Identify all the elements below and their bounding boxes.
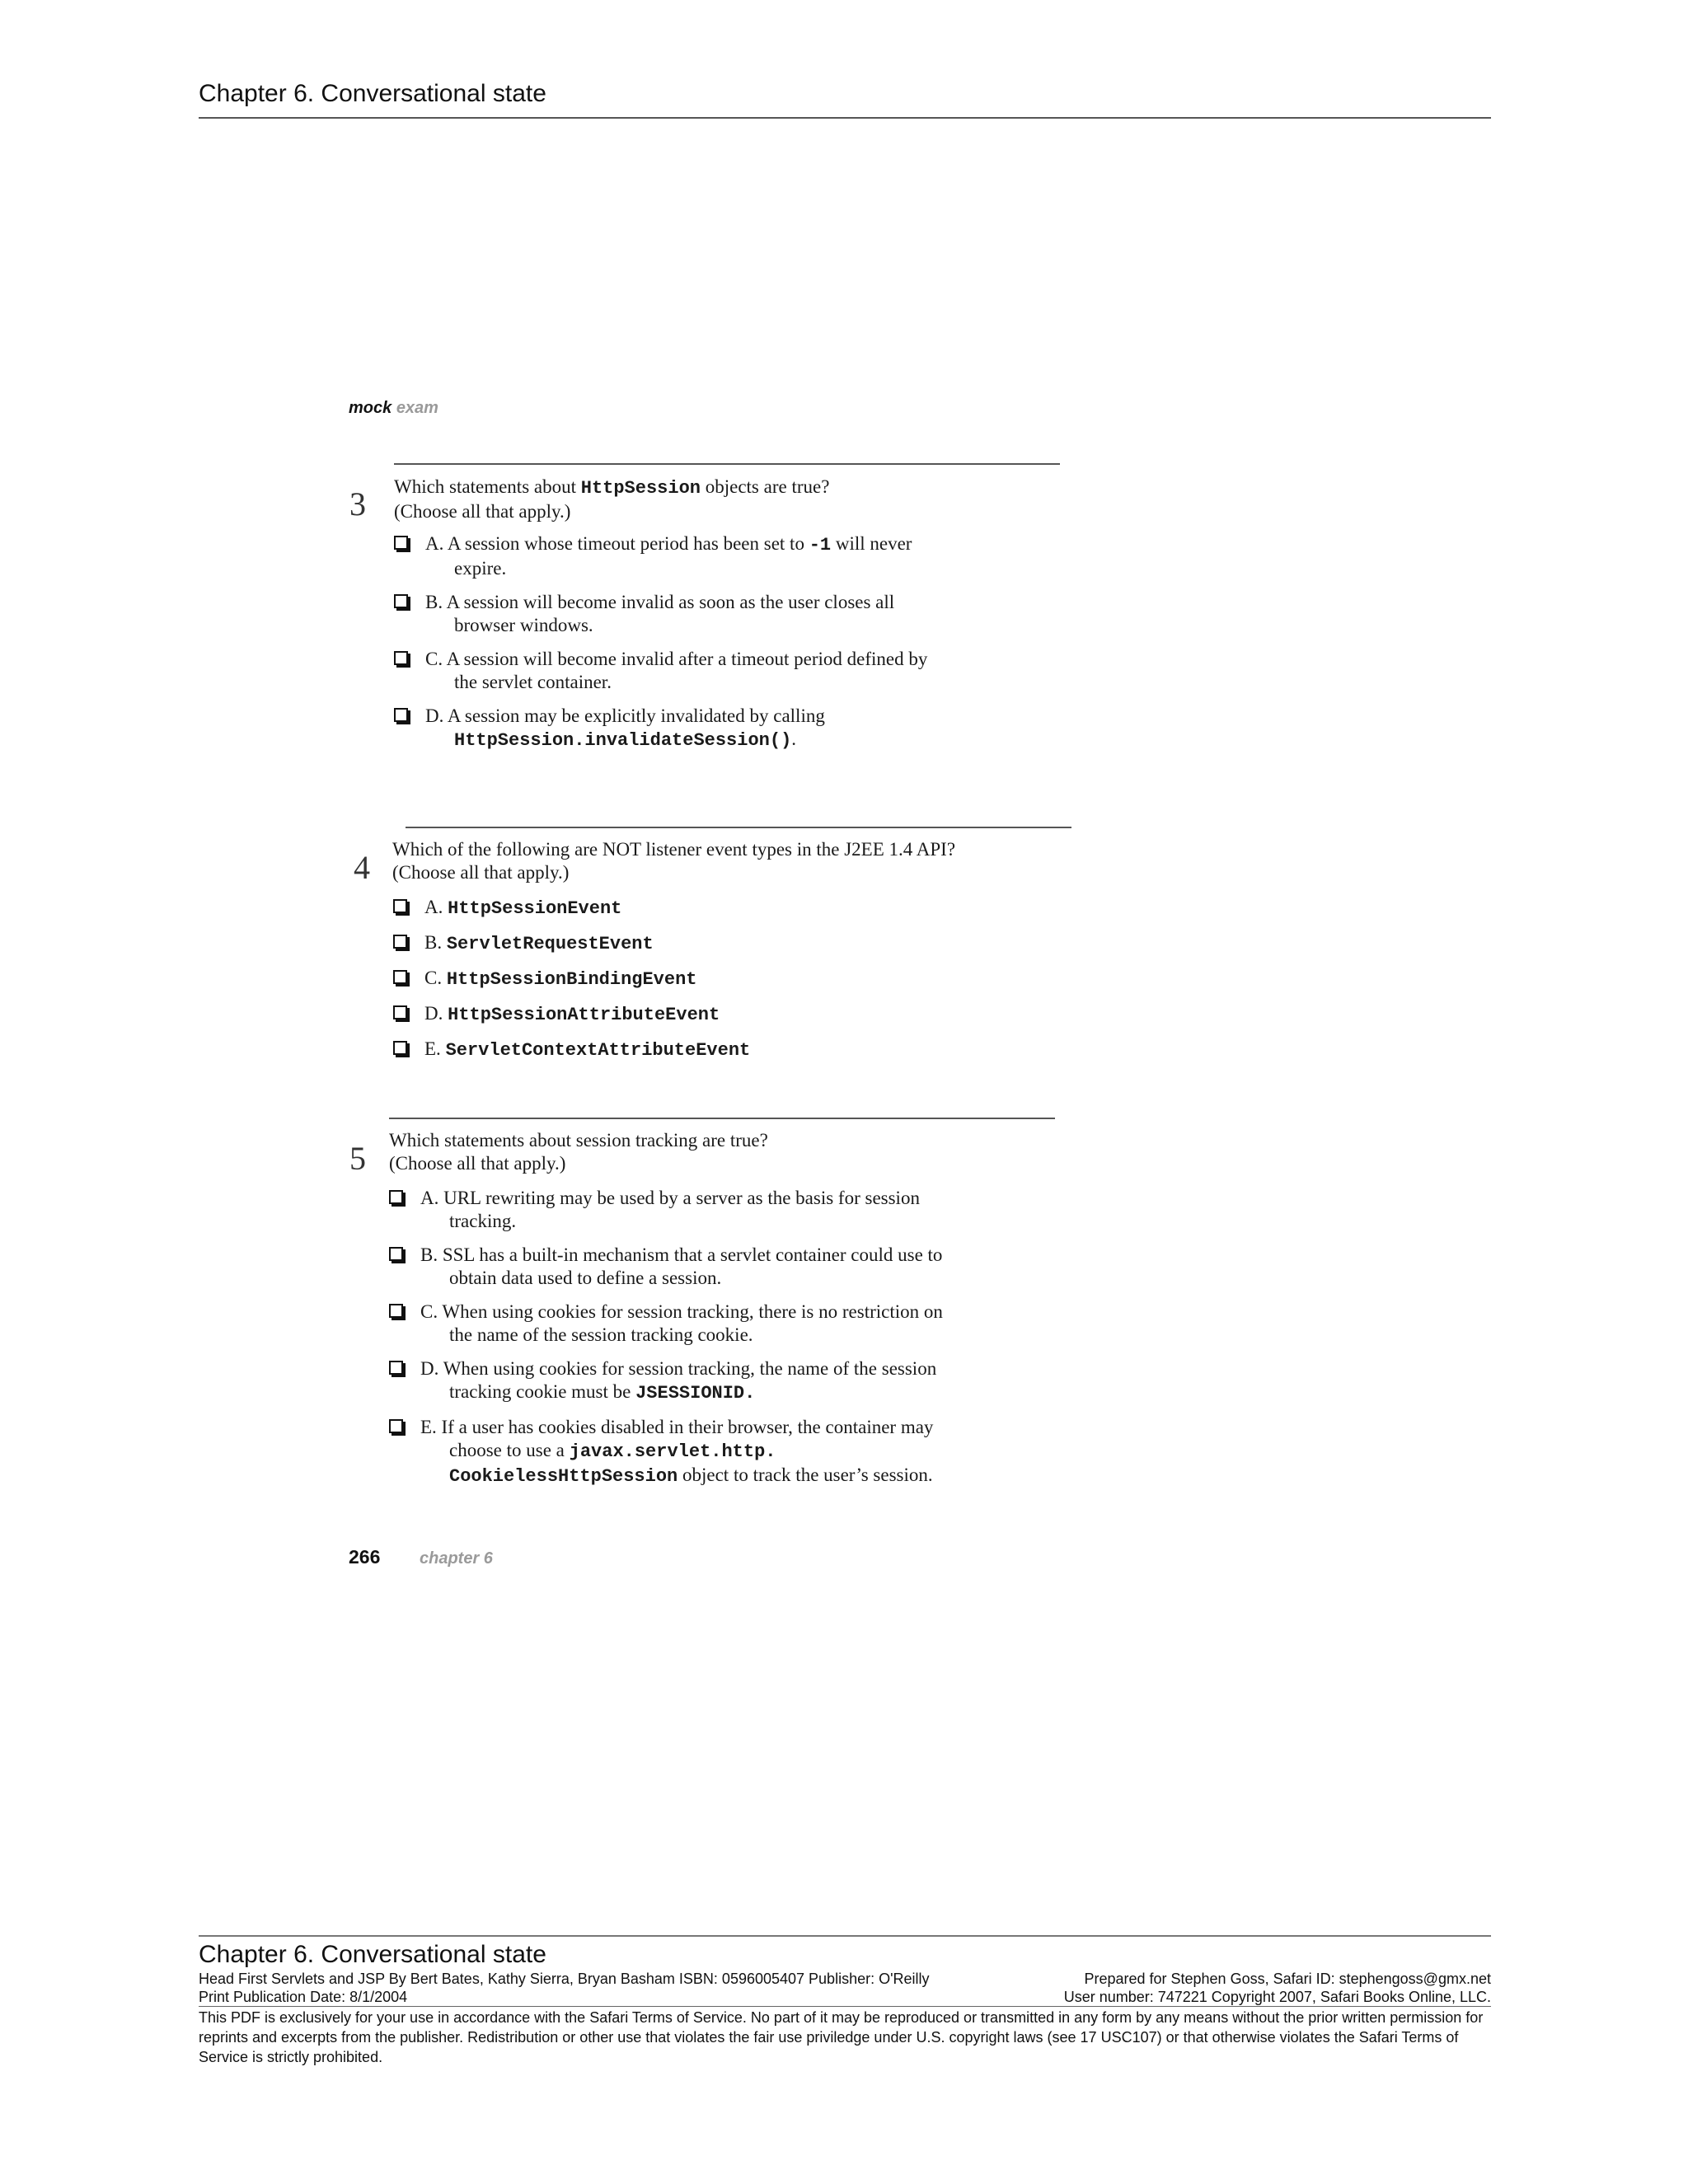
section-tag (349, 399, 438, 418)
checkbox[interactable] (389, 1419, 403, 1433)
option-code: ServletContextAttributeEvent (445, 1040, 751, 1061)
option-text: A. URL rewriting may be used by a server as the basis for session tracking. (420, 1188, 920, 1231)
prompt-instruction: (Choose all that apply.) (394, 501, 571, 522)
question-number: 4 (354, 849, 370, 886)
answer-option-d[interactable] (393, 1002, 987, 1027)
checkbox[interactable] (394, 708, 408, 722)
option-code: HttpSessionBindingEvent (446, 969, 697, 990)
running-header (199, 79, 1491, 119)
footer-chapter-title: Chapter 6. Conversational state (199, 1941, 546, 1968)
answer-option-d[interactable] (394, 705, 987, 752)
option-code: HttpSession.invalidateSession() (454, 730, 792, 751)
checkbox[interactable] (393, 899, 407, 913)
option-text: A. (424, 897, 448, 917)
footer-legal-notice: This PDF is exclusively for your use in accordance with the Safari Terms of Service. No part of it may be reproduced or transmitted in any form by any means without the prior written permission for reprints and excerpts from the publisher. Redistribution or other use that violates the fair use priviledge under U.S. copyright laws (see 17 USC107) or that otherwise violates the Safari Terms of Service is strictly prohibited. (199, 2009, 1484, 2065)
answer-option-c[interactable] (393, 967, 987, 991)
answer-options (393, 896, 987, 1062)
prompt-text: Which statements about (394, 476, 581, 497)
option-text-after: will never expire. (454, 533, 912, 579)
checkbox[interactable] (389, 1361, 403, 1375)
section-tag-word2: exam (396, 399, 438, 417)
footer-publication-row (199, 1988, 1491, 2007)
prompt-text-after: objects are true? (700, 476, 830, 497)
answer-option-a[interactable] (394, 532, 987, 580)
page-folio (349, 1546, 493, 1568)
page-number: 266 (349, 1546, 381, 1568)
checkbox[interactable] (393, 970, 407, 984)
option-text-after: . (791, 729, 797, 749)
checkbox[interactable] (393, 1005, 407, 1019)
footer-pub-date: Print Publication Date: 8/1/2004 (199, 1989, 408, 2005)
question-divider (394, 463, 1060, 465)
option-code: JSESSIONID. (635, 1383, 756, 1404)
option-text: B. (424, 932, 447, 953)
option-text: E. (424, 1038, 446, 1059)
prompt-code: HttpSession (580, 478, 701, 499)
chapter-label: chapter 6 (420, 1549, 493, 1568)
question-divider (406, 827, 1071, 828)
answer-option-e[interactable] (393, 1038, 987, 1062)
question-number: 5 (349, 1140, 366, 1177)
option-text: B. A session will become invalid as soon as the user closes all browser windows. (425, 592, 895, 635)
checkbox[interactable] (394, 594, 408, 608)
section-tag-word1: mock (349, 399, 392, 417)
answer-option-b[interactable] (389, 1244, 982, 1290)
option-text: E. If a user has cookies disabled in their browser, the container may choose to use a (420, 1417, 934, 1460)
footer-book-row (199, 1970, 1491, 1988)
prompt-text: Which of the following are NOT listener event types in the J2EE 1.4 API? (392, 839, 956, 860)
answer-option-b[interactable] (394, 591, 987, 637)
question-divider (389, 1118, 1055, 1119)
prompt-text: Which statements about session tracking are true? (389, 1130, 768, 1151)
footer-user-number: User number: 747221 Copyright 2007, Safari Books Online, LLC. (1063, 1989, 1491, 2005)
answer-option-e[interactable] (389, 1416, 982, 1488)
option-text: B. SSL has a built-in mechanism that a servlet container could use to obtain data used to define a session. (420, 1244, 943, 1288)
answer-option-b[interactable] (393, 931, 987, 956)
checkbox[interactable] (389, 1190, 403, 1204)
option-code: javax.servlet.http. CookielessHttpSession (449, 1441, 776, 1487)
document-footer (199, 1935, 1491, 2067)
option-text-after: object to track the user’s session. (678, 1465, 933, 1485)
checkbox[interactable] (389, 1247, 403, 1261)
option-text: D. (424, 1003, 448, 1024)
option-code: ServletRequestEvent (446, 934, 654, 954)
checkbox[interactable] (389, 1304, 403, 1318)
option-text: D. A session may be explicitly invalidated by calling (425, 705, 825, 726)
question-number: 3 (349, 485, 366, 523)
answer-options (389, 1187, 982, 1488)
checkbox[interactable] (394, 536, 408, 550)
footer-prepared-for: Prepared for Stephen Goss, Safari ID: stephengoss@gmx.net (1084, 1971, 1491, 1987)
footer-book-info: Head First Servlets and JSP By Bert Bates, Kathy Sierra, Bryan Basham ISBN: 0596005407 Publisher: O'Reilly (199, 1971, 930, 1987)
question-prompt (392, 838, 1068, 884)
option-text: A. A session whose timeout period has been set to (425, 533, 809, 554)
option-text: C. When using cookies for session tracking, there is no restriction on the name of the session tracking cookie. (420, 1301, 943, 1345)
checkbox[interactable] (393, 1041, 407, 1055)
option-text: C. (424, 968, 447, 988)
checkbox[interactable] (394, 651, 408, 665)
option-code: -1 (809, 535, 832, 555)
answer-option-c[interactable] (389, 1301, 982, 1347)
chapter-title: Chapter 6. Conversational state (199, 80, 546, 107)
answer-option-a[interactable] (393, 896, 987, 921)
prompt-instruction: (Choose all that apply.) (392, 862, 570, 883)
option-text: D. When using cookies for session tracking, the name of the session tracking cookie must be (420, 1358, 937, 1402)
prompt-instruction: (Choose all that apply.) (389, 1153, 566, 1174)
question-prompt (389, 1129, 1015, 1175)
option-text: C. A session will become invalid after a timeout period defined by the servlet container. (425, 649, 928, 692)
option-code: HttpSessionAttributeEvent (448, 1005, 720, 1025)
answer-option-a[interactable] (389, 1187, 982, 1233)
question-prompt (394, 476, 1020, 523)
answer-option-d[interactable] (389, 1357, 982, 1405)
answer-options (394, 532, 987, 752)
answer-option-c[interactable] (394, 648, 987, 694)
checkbox[interactable] (393, 935, 407, 949)
option-code: HttpSessionEvent (448, 898, 622, 919)
